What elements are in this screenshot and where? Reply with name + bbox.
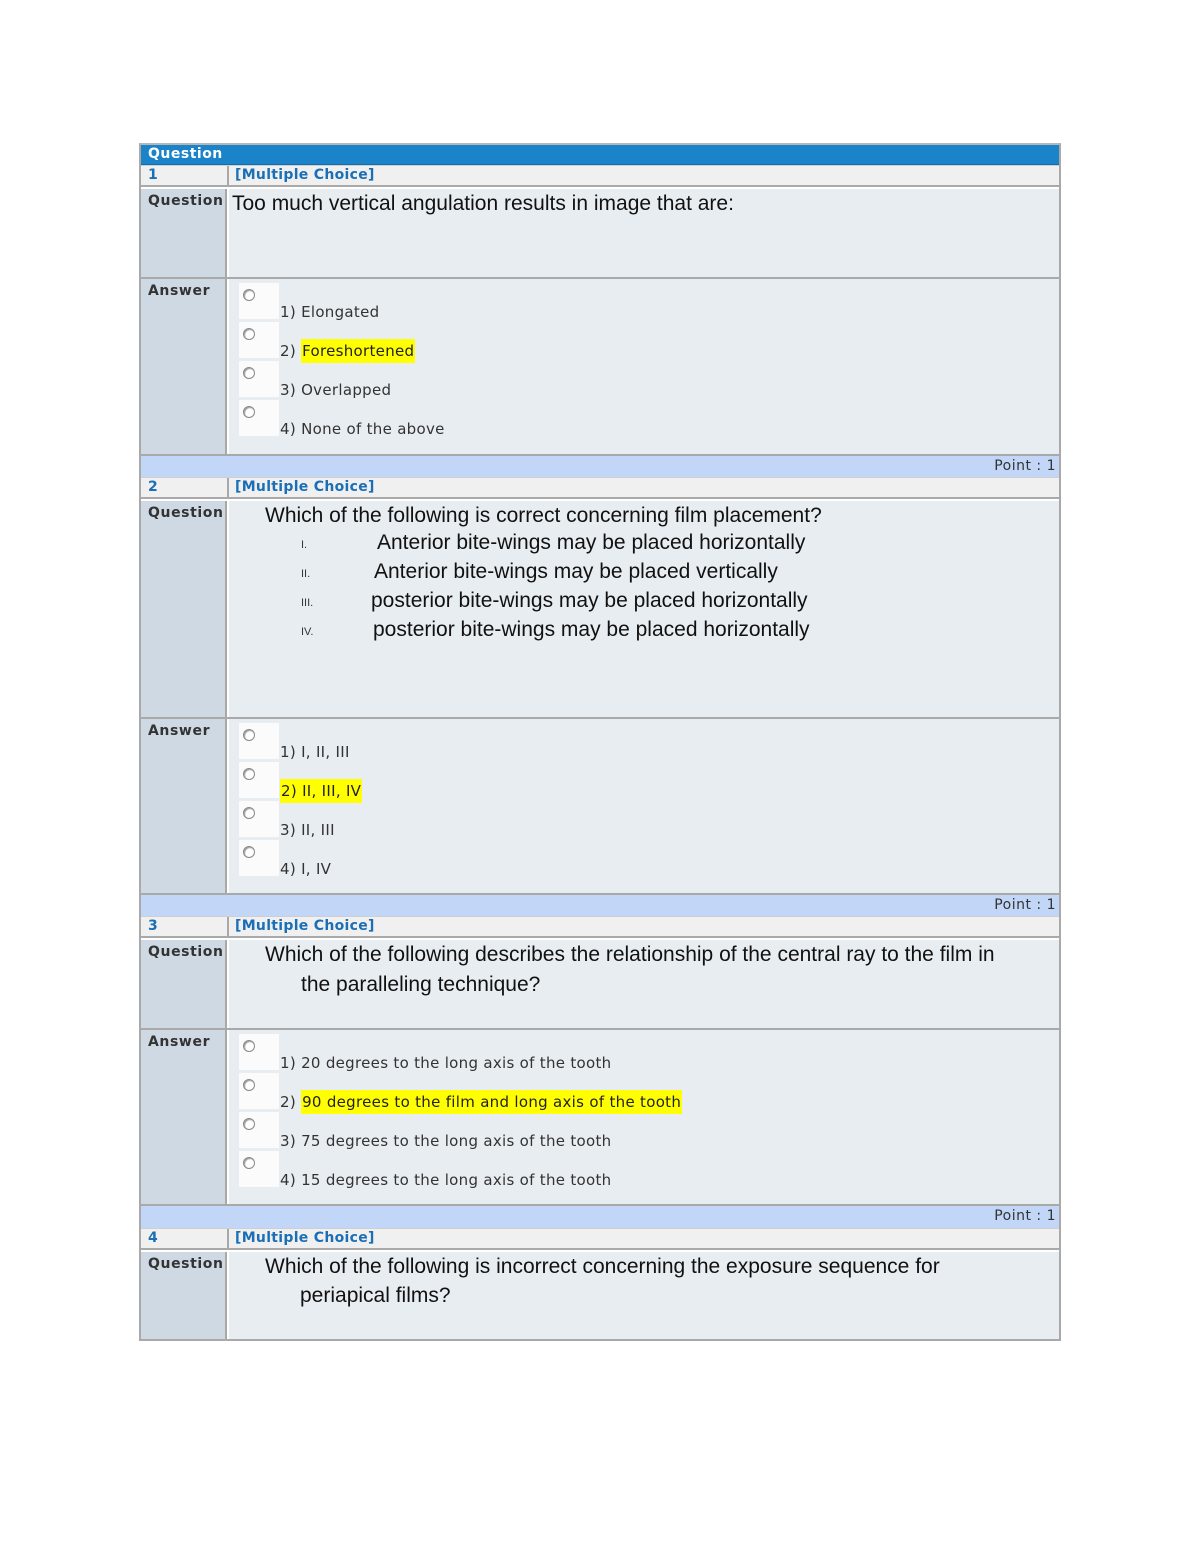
quiz-table bbox=[139, 143, 1061, 1341]
radio-button[interactable] bbox=[243, 406, 255, 418]
option-label: I, IV bbox=[301, 860, 332, 878]
question-type: [Multiple Choice] bbox=[235, 1230, 375, 1246]
question-text: Which of the following is correct concerning film placement? bbox=[265, 504, 822, 527]
answer-label: Answer bbox=[148, 723, 211, 739]
radio-button[interactable] bbox=[243, 807, 255, 819]
radio-button[interactable] bbox=[243, 1040, 255, 1052]
question-number-row bbox=[141, 1228, 1059, 1250]
question-text-cell: Which of the following is correct concerning film placement? I. Anterior bite-wings may be placed horizontally II. Anterior bite-wings may be placed vertically III. posterior bite-wings may be placed horizontally IV. posterior bite-wings may be placed horizontally bbox=[229, 501, 1059, 717]
option-label: 75 degrees to the long axis of the tooth bbox=[301, 1132, 612, 1150]
option-label: 20 degrees to the long axis of the tooth bbox=[301, 1054, 612, 1072]
answer-options-cell: 1) 20 degrees to the long axis of the tooth 2) 90 degrees to the film and long axis of the tooth 3) 75 degrees to the long axis of the tooth 4) 15 degrees to the long axis of the tooth bbox=[229, 1030, 1059, 1204]
question-label: Question bbox=[148, 193, 224, 209]
question-label-cell bbox=[141, 501, 227, 717]
question-number-row bbox=[141, 916, 1059, 938]
radio-button[interactable] bbox=[243, 846, 255, 858]
option-label: I, II, III bbox=[301, 743, 350, 761]
answer-options-cell: 1) Elongated 2) Foreshortened 3) Overlapped 4) None of the above bbox=[229, 279, 1059, 454]
option-label: Overlapped bbox=[301, 381, 392, 399]
question-label: Question bbox=[148, 505, 224, 521]
answer-label: Answer bbox=[148, 283, 211, 299]
question-type: [Multiple Choice] bbox=[235, 479, 375, 495]
point-value: Point : 1 bbox=[994, 1208, 1056, 1224]
question-label-cell bbox=[141, 940, 227, 1028]
radio-button[interactable] bbox=[243, 768, 255, 780]
question-label: Question bbox=[148, 944, 224, 960]
answer-label: Answer bbox=[148, 1034, 211, 1050]
question-number-row bbox=[141, 477, 1059, 499]
radio-button[interactable] bbox=[243, 1118, 255, 1130]
radio-button[interactable] bbox=[243, 328, 255, 340]
quiz-header-title: Question bbox=[148, 146, 223, 162]
radio-button[interactable] bbox=[243, 1079, 255, 1091]
radio-button[interactable] bbox=[243, 289, 255, 301]
question-label-cell bbox=[141, 1252, 227, 1339]
question-label-cell bbox=[141, 189, 227, 277]
radio-button[interactable] bbox=[243, 1157, 255, 1169]
question-number: 3 bbox=[148, 918, 158, 934]
question-number: 4 bbox=[148, 1230, 158, 1246]
point-row bbox=[141, 895, 1059, 917]
point-value: Point : 1 bbox=[994, 897, 1056, 913]
radio-button[interactable] bbox=[243, 729, 255, 741]
question-text: Which of the following describes the relationship of the central ray to the film in bbox=[265, 943, 995, 966]
question-number: 2 bbox=[148, 479, 158, 495]
answer-label-cell bbox=[141, 279, 227, 454]
answer-options-cell: 1) I, II, III 2) II, III, IV 3) II, III 4) I, IV bbox=[229, 719, 1059, 893]
option-label: 15 degrees to the long axis of the tooth bbox=[301, 1171, 612, 1189]
question-label: Question bbox=[148, 1256, 224, 1272]
question-text: Which of the following is incorrect concerning the exposure sequence for bbox=[265, 1255, 940, 1278]
option-label: II, III bbox=[301, 821, 335, 839]
question-type: [Multiple Choice] bbox=[235, 918, 375, 934]
option-label: Elongated bbox=[301, 303, 380, 321]
question-text-continued: periapical films? bbox=[300, 1284, 451, 1307]
question-text-cell bbox=[229, 189, 1059, 277]
answer-label-cell bbox=[141, 1030, 227, 1204]
question-text-cell bbox=[229, 940, 1059, 1028]
radio-button[interactable] bbox=[243, 367, 255, 379]
question-text-cell bbox=[229, 1252, 1059, 1339]
question-type: [Multiple Choice] bbox=[235, 167, 375, 183]
option-label: None of the above bbox=[301, 420, 445, 438]
question-number-row bbox=[141, 165, 1059, 187]
option-label-highlighted: 2) II, III, IV bbox=[280, 779, 362, 803]
option-label-highlighted: 90 degrees to the film and long axis of the tooth bbox=[301, 1090, 682, 1114]
answer-label-cell bbox=[141, 719, 227, 893]
question-text: Too much vertical angulation results in image that are: bbox=[232, 192, 734, 215]
point-row bbox=[141, 456, 1059, 478]
question-number: 1 bbox=[148, 167, 158, 183]
point-row bbox=[141, 1206, 1059, 1228]
option-label-highlighted: Foreshortened bbox=[301, 339, 415, 363]
quiz-header bbox=[141, 145, 1059, 165]
point-value: Point : 1 bbox=[994, 458, 1056, 474]
question-text-continued: the paralleling technique? bbox=[301, 973, 541, 996]
